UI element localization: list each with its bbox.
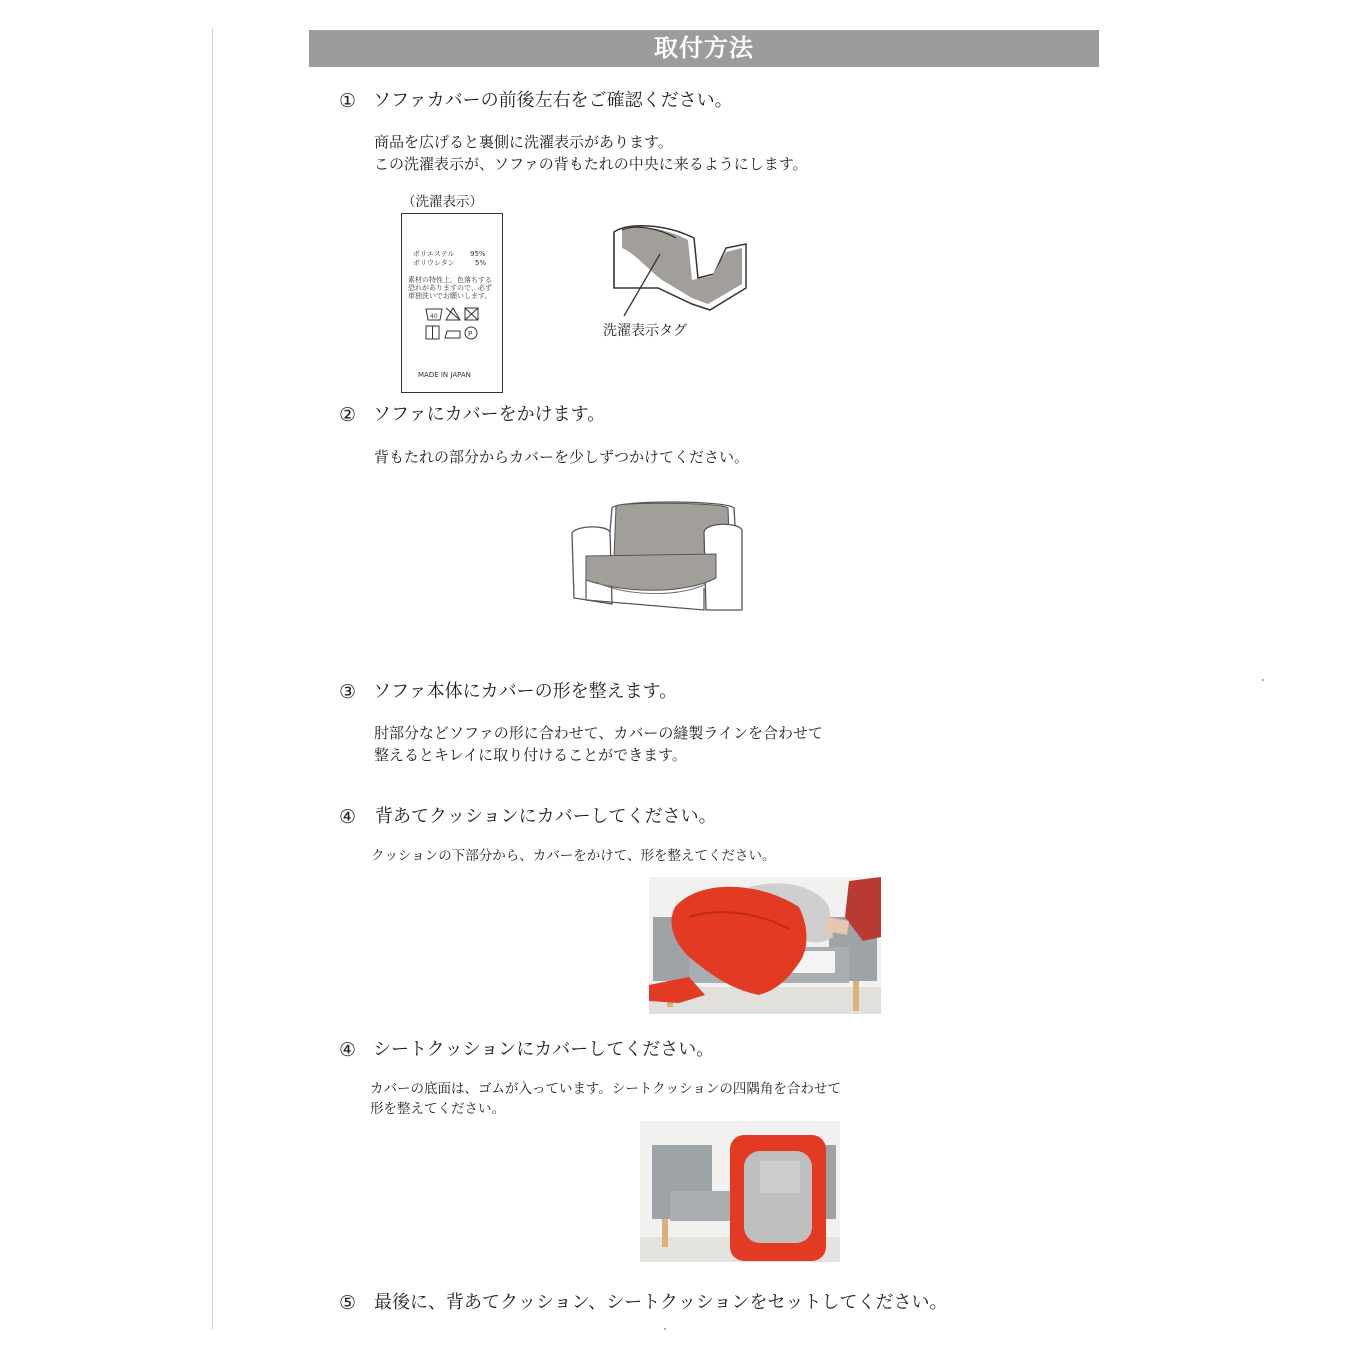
wash-temp-value: 40 bbox=[430, 313, 438, 320]
step-4b-heading: シートクッションにカバーしてください。 bbox=[373, 1039, 715, 1060]
step-3-number: ③ bbox=[339, 681, 357, 703]
step-4a-number: ④ bbox=[339, 806, 357, 828]
sofa-cover-illustration bbox=[566, 498, 746, 618]
back-cushion-photo bbox=[649, 877, 881, 1014]
step-4b-text-line-1: カバーの底面は、ゴムが入っています。シートクッションの四隅角を合わせて bbox=[370, 1081, 841, 1097]
step-5-heading: 最後に、背あてクッション、シートクッションをセットしてください。 bbox=[374, 1292, 948, 1313]
step-5-number: ⑤ bbox=[339, 1292, 357, 1314]
step-1-text-line-1: 商品を広げると裏側に洗濯表示があります。 bbox=[374, 133, 673, 151]
stray-mark bbox=[1262, 679, 1264, 681]
step-4b-number: ④ bbox=[339, 1039, 357, 1061]
label-note-3: 単独洗いでお願いします。 bbox=[408, 292, 492, 300]
wash-label-caption: （洗濯表示） bbox=[402, 194, 483, 210]
svg-text:P: P bbox=[468, 330, 473, 338]
step-3-heading: ソファ本体にカバーの形を整えます。 bbox=[373, 681, 678, 702]
margin-rule bbox=[212, 28, 213, 1330]
step-3-text-line-2: 整えるとキレイに取り付けることができます。 bbox=[374, 746, 687, 764]
label-fiber-1-name: ポリエステル bbox=[413, 250, 455, 258]
step-2-number: ② bbox=[339, 404, 357, 426]
step-1-heading: ソファカバーの前後左右をご確認ください。 bbox=[373, 90, 733, 111]
step-4a-text-line-1: クッションの下部分から、カバーをかけて、形を整えてください。 bbox=[371, 848, 776, 864]
step-2-heading: ソファにカバーをかけます。 bbox=[373, 404, 606, 425]
label-origin: MADE IN JAPAN bbox=[418, 371, 471, 379]
label-fiber-2-pct: 5% bbox=[475, 259, 487, 267]
label-fiber-2-name: ポリウレタン bbox=[413, 259, 455, 267]
wash-label-illustration bbox=[401, 213, 503, 393]
step-1-text-line-2: この洗濯表示が、ソファの背もたれの中央に来るようにします。 bbox=[374, 155, 808, 173]
label-note-2: 恐れがありますので、必ず bbox=[408, 284, 492, 292]
page-title: 取付方法 bbox=[309, 30, 1099, 67]
step-3-text-line-1: 肘部分などソファの形に合わせて、カバーの縫製ラインを合わせて bbox=[374, 724, 823, 742]
label-note-1: 素材の特性上、色落ちする bbox=[408, 276, 492, 284]
step-1-number: ① bbox=[339, 90, 357, 112]
seat-cushion-photo bbox=[640, 1121, 840, 1262]
step-4a-heading: 背あてクッションにカバーしてください。 bbox=[375, 806, 717, 827]
stray-mark bbox=[664, 1328, 666, 1330]
step-4b-text-line-2: 形を整えてください。 bbox=[370, 1101, 505, 1117]
label-fiber-1-pct: 95% bbox=[470, 250, 486, 258]
tag-caption: 洗濯表示タグ bbox=[603, 323, 687, 339]
care-symbols-icon bbox=[424, 306, 484, 342]
step-2-text-line-1: 背もたれの部分からカバーを少しずつかけてください。 bbox=[374, 448, 750, 466]
